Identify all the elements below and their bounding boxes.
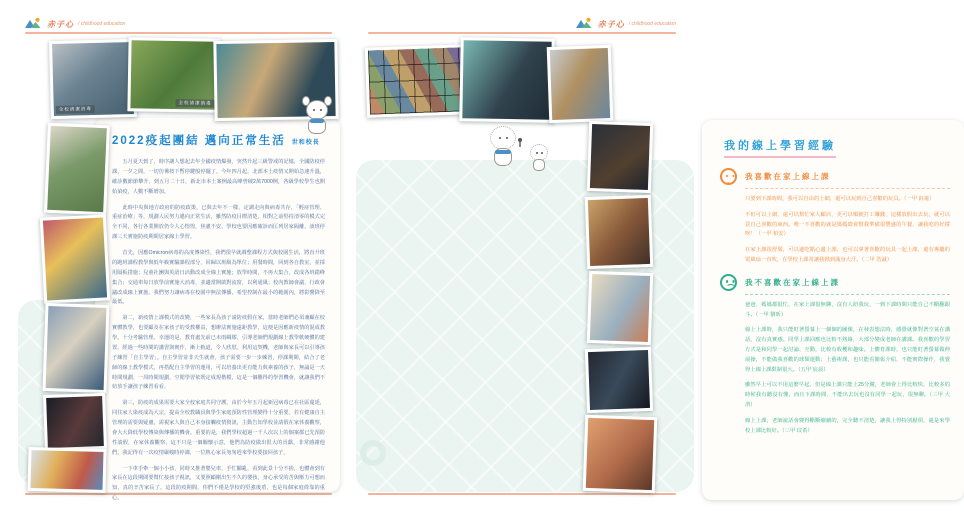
mascot-dog-scarf (310, 119, 324, 123)
photo-image (588, 350, 650, 410)
page-right (350, 0, 950, 512)
section-items (745, 301, 950, 437)
photo-disinfection-playground (127, 37, 220, 113)
photo-girl-desk-lamp (585, 195, 653, 269)
photo-boy-laptop-home (42, 303, 109, 393)
photo-girl-warm-light (583, 415, 658, 493)
photo-girl-writing (40, 214, 110, 303)
photo-image (588, 198, 650, 266)
photo-caption: 全校清潔消毒 (175, 99, 214, 108)
photo-image (586, 418, 654, 490)
photo-image (590, 274, 650, 342)
deco-circle (360, 440, 386, 466)
photo-kids-blocks (27, 447, 106, 493)
student-quote: 爸爸、媽媽都很忙，在家上課很無聊，沒有人陪我玩，一到下課時間只能自己不斷翻跟斗。（一甲 劉昕） (745, 301, 950, 318)
page-left (0, 0, 350, 512)
photo-boy-writing-laptop (547, 45, 614, 123)
article-paragraph: 一下車手牽一個小小孩，同時又推著嬰兒車，手忙腳亂，看到此景十分不捨，也體會到有家長在這段期間要幫忙接孩子視訊，又要照顧剛出生不久的嬰孩，身心承受的苦與壓力可想而知，真的辛苦家長了。這段防疫期間，你們不僅是學校的堅強後盾，也是每個家庭倚靠的重心。 (112, 465, 325, 502)
mascot-dog-ear (324, 96, 332, 106)
photo-caption: 全校清潔消毒 (56, 105, 95, 114)
photo-tv-lesson (43, 393, 107, 451)
mascot-dog-ear (302, 96, 310, 106)
article-body (112, 158, 325, 504)
section-heading: 我不喜歡在家上線上課 (745, 277, 840, 287)
photo-image (31, 450, 104, 490)
section-like-online-class (716, 168, 950, 266)
photo-image (46, 306, 107, 390)
article-paragraph: 此時中央與地方政府的防疫政策，已與去年不一樣，定調走向與病毒共存，「輕症管理、重症治療」等，規劃人民努力邁向正常生活，雖然防疫目標清楚，相對之前堅持清零的模式完全不同，各行各業開放仍令人心惶惶，焦慮不安，學校也要因應確診而匡列居家隔離，該班停課三天實施防疫期間居家線上學習。 (112, 204, 325, 241)
student-quote: 不但可以上網，還可以幫忙家人顧店，更可以順便打工賺錢，這樣放假出去玩，就可以買自己喜歡的東西。唯一不喜歡的就是媽媽總會幫我準備很豐盛的午餐，讓我吃的好撐呀！（一甲 柏安） (745, 211, 950, 238)
student-quote: 在家上課很舒服，可以邊吃點心邊上課，也可以拿著喜歡的玩具一起上課，還有專屬的電風扇一直吹，在學校上課常讓我熱到滿身大汗。（二甲 浩誠） (745, 247, 950, 263)
section-title-wrap (724, 136, 950, 158)
photo-student-tablet (44, 123, 110, 216)
mascot-dog (292, 98, 338, 142)
article-card (95, 118, 340, 502)
photo-image (47, 126, 107, 212)
logo-mountains-icon (25, 15, 43, 33)
section-dislike-online-class (716, 274, 950, 437)
photo-image (368, 47, 464, 114)
experiences-card (702, 120, 964, 500)
photo-disinfection-indoor (49, 39, 137, 119)
photo-image (550, 48, 610, 120)
article-paragraph: 第二，新疫情上課模式的改變，一些家長為孩子請防疫假在家，當時老師們必須兼顧在校實體教學，也要顧及在家孩子的受教權益，想辦法實施遠距教學，這便是因應新疫情的混成教學，十分考驗管理。幸運的是，教育處先前已未雨綢繆，引導老師們規劃線上教學軟硬體的建置，經過一些時間的講習與實作，漸上軌道，令人欣慰。利用這契機，老師與家長可以引導孩子練習「自主學習」。自主學習並非天生就會，孩子需要一步一步練習，停課期間，結合了老師的線上教學模式，再搭配自主學習的運用，可以培養出更有能力與素養的孩子，無論是一天時間規劃、一周時間規劃，空閒學習依既定成規楷模，這是一個難得的學習機會，就讓我們不妨放手讓孩子練習看看。 (112, 315, 325, 391)
student-quote: 線上上課時，我只能盯著螢幕上一個個的圖像，在發表想法時，感覺就像對著空氣在講話，沒有真實感。同學上課回應也比較不熱絡，大部分變成老師在講課。我喜歡的學習方式是和同學一起討論、互動，比較有收穫和趣味。上體育課時，也只能盯著螢幕做伸展操，不能做我喜歡的球類運動；上藝術課，也只能看簡報介紹，不能實際操作，我覺得上線上課限制很大。（五甲 宸晨） (745, 327, 950, 373)
section-items (745, 195, 950, 266)
logo-mountains-icon (576, 15, 594, 33)
brand-name-zh: 赤子心 (47, 19, 74, 29)
student-quote: 雖然早上可以不用這麼早起，但是線上課只能上25分鐘，老師會上得比較快，比較多的時候我有聽沒有懂。而且下課時間，不能出去玩也沒有同學一起玩，很無聊。（三甲 大淯） (745, 382, 950, 408)
section-heading-row (720, 168, 950, 185)
brand-name-en: / childhood education (78, 21, 126, 27)
section-heading: 我喜歡在家上線上課 (745, 172, 831, 181)
photo-video-call-collage (365, 44, 467, 117)
article-paragraph: 第三，防疫的成果需要大家全校家庭共同守護，由於今年五月起新冠病毒已在社區蔓延，同住家人染疫成為大宗，提高全校教職員與學生家庭預防性管理變得十分重要。若有健康自主管理的需要與疑慮，需視家人與自己本身接觸疫情資訊，主動告知學校並請假在家休養觀察，會大大降低學校傳染與傳播的機會。重要的是，我們學校超過一千人次以上的個案都已先預防性請假，在家休養觀察，這不只是一個關懷示意，他們為防疫做出很大的貢獻，非常感謝他們。我記得有一次疫情嚴峻時停課，一位熱心家長匆匆趕來學校要接回孩子， (112, 400, 325, 456)
photo-image (462, 40, 551, 120)
article-author: 世和校長 (291, 140, 320, 146)
dashed-divider (745, 294, 950, 295)
mascot-sheep-head (490, 126, 516, 150)
brand-name-zh: 赤子心 (597, 19, 625, 29)
section-heading-row (720, 274, 950, 291)
photo-image (43, 217, 107, 300)
brand-header (576, 15, 676, 33)
mascot-sheep-small-body (533, 159, 545, 171)
mascot-sheep-cape (495, 150, 511, 154)
student-quote: 只要到下課時間，我可以自由的上網，還可以玩到自己喜歡的玩具。（一甲 鈺蓁） (745, 196, 935, 202)
microphone-icon (518, 138, 522, 142)
footer-rule (368, 493, 676, 495)
happy-face-icon (720, 168, 737, 185)
article-paragraph: 五月夏天到了，時序讓人想起去年全國疫情爆發、突然升起三級警戒的記憶，全國防疫停課，一夕之間，一切彷彿按下暫停鍵般停擺了。今年四月起，北部本土疫情又開始急速升溫，確診數節節攀升，到五月二十日，新北市本土案例最高峰曾破2萬7000例，各級學校學生也開始染疫，人數不斷增加。 (112, 159, 325, 195)
photo-boy-headphones (587, 121, 653, 193)
article-paragraph: 首先，因應Omicron病毒的高度傳染性，我們很早就調整課程方式與校園生活，將直升班的跑班課程教學與低年級實驗課程部分，回歸以班級為單位；用餐時間，回到各自教室，並採用隔板措施；兒童社團與英語日活動改成全線上實施；放學時間，不再大集合，改成各班錯峰集合；交通車每日放學前實施大消毒，並適當開啟對流窗，以利通風；校內教師會議、行政會議改成線上實施。我們努力讓病毒在校園中無法傳播，希望控制在最小的範圍內，將影響降至最低。 (112, 250, 325, 306)
photo-image (590, 124, 650, 190)
mascot-sheep-with-mic (488, 126, 552, 180)
photo-kid-bright-room (587, 271, 653, 345)
dashed-divider (745, 188, 950, 189)
brand-header (25, 15, 125, 33)
photo-laptop-dark (585, 347, 653, 413)
photo-girl-desktop-class (459, 37, 554, 123)
sad-face-icon (720, 274, 737, 291)
student-quote: 線上上課，老師說話會變得斷斷續續的，完全聽不清楚，讓我上得特別厭煩，還是來學校上課比較好。（三甲 玟希） (745, 417, 950, 434)
photo-image (46, 396, 104, 448)
article-title: 2022疫起團結 邁向正常生活 (112, 135, 286, 147)
page-title: 我的線上學習經驗 (724, 137, 836, 158)
brand-name-en: / childhood education (628, 21, 676, 27)
